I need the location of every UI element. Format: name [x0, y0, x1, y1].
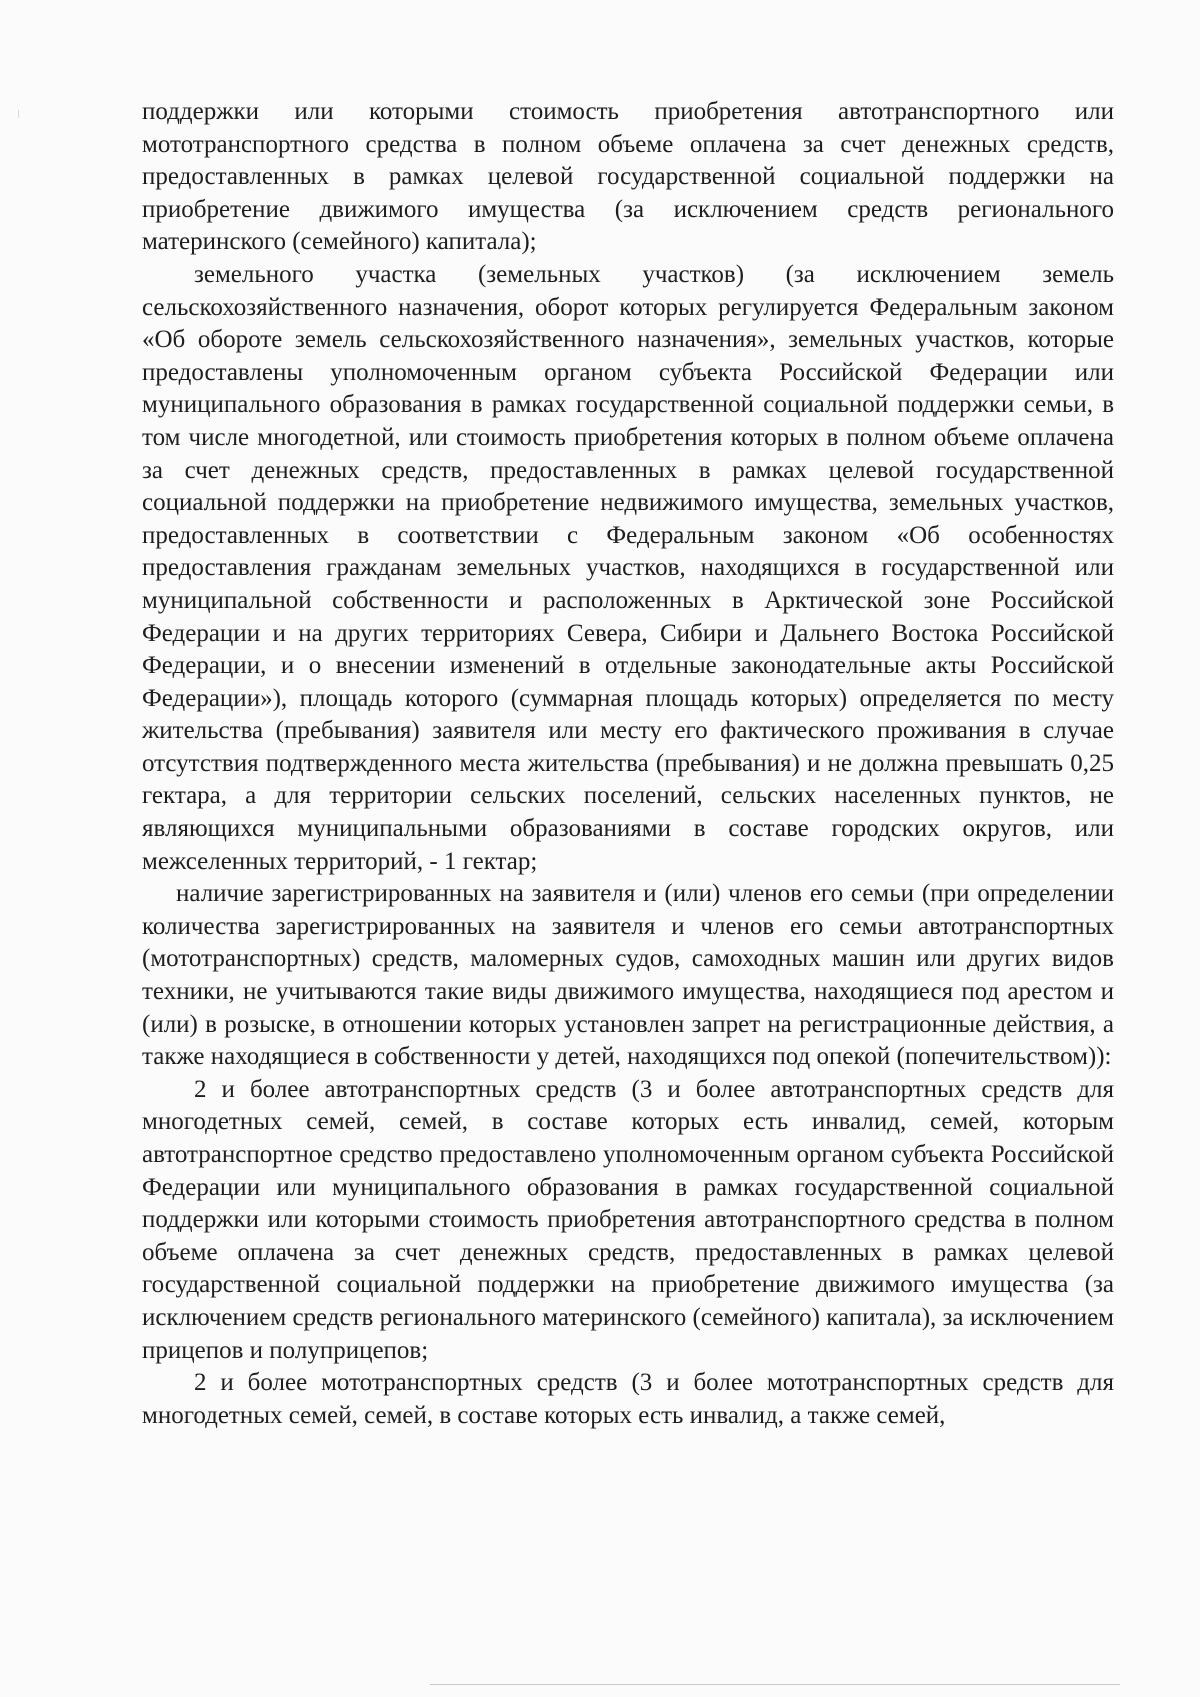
bottom-divider: [430, 1684, 1120, 1685]
paragraph-3: наличие зарегистрированных на заявителя и (или) членов его семьи (при определении количества зарегистрированных на заявителя и членов его семьи автотранспортных (мототранспортных) средств, маломерных судов, самоходных машин или других видов техники, не учитываются такие виды движимого имущества, находящиеся под арестом и (или) в розыске, в отношении которых установлен запрет на регистрационные действия, а также находящиеся в собственности у детей, находящихся под опекой (попечительством)):: [142, 880, 1114, 1071]
paragraph-1: поддержки или которыми стоимость приобретения автотранспортного или мототранспортного средства в полном объеме оплачена за счет денежных средств, предоставленных в рамках целевой государственной социальной поддержки на приобретение движимого имущества (за исключением средств регионального материнского (семейного) капитала);: [142, 98, 1114, 256]
paragraph-5: 2 и более мототранспортных средств (3 и более мототранспортных средств для многодетных семей, семей, в составе которых есть инвалид, а также семей,: [142, 1369, 1114, 1429]
scan-artifact: [18, 110, 19, 118]
paragraph-2: земельного участка (земельных участков) (за исключением земель сельскохозяйственного назначения, оборот которых регулируется Федеральным законом «Об обороте земель сельскохозяйственного назначения», земельных участков, которые предоставлены уполномоченным органом субъекта Российской Федерации или муниципального образования в рамках государственной социальной поддержки семьи, в том числе многодетной, или стоимость приобретения которых в полном объеме оплачена за счет денежных средств, предоставленных в рамках целевой государственной социальной поддержки на приобретение недвижимого имущества, земельных участков, предоставленных в соответствии с Федеральным законом «Об особенностях предоставления гражданам земельных участков, находящихся в государственной или муниципальной собственности и расположенных в Арктической зоне Российской Федерации и на других территориях Севера, Сибири и Дальнего Востока Российской Федерации, и о внесении изменений в отдельные законодательные акты Российской Федерации»), площадь которого (суммарная площадь которых) определяется по месту жительства (пребывания) заявителя или месту его фактического проживания в случае отсутствия подтвержденного места жительства (пребывания) и не должна превышать 0,25 гектара, а для территории сельских поселений, сельских населенных пунктов, не являющихся муниципальными образованиями в составе городских округов, или межселенных территорий, - 1 гектар;: [142, 260, 1114, 875]
paragraph-4: 2 и более автотранспортных средств (3 и более автотранспортных средств для многодетных семей, семей, в составе которых есть инвалид, семей, которым автотранспортное средство предоставлено уполномоченным органом субъекта Российской Федерации или муниципального образования в рамках государственной социальной поддержки или которыми стоимость приобретения автотранспортного средства в полном объеме оплачена за счет денежных средств, предоставленных в рамках целевой государственной социальной поддержки на приобретение движимого имущества (за исключением средств регионального материнского (семейного) капитала), за исключением прицепов и полуприцепов;: [142, 1075, 1114, 1364]
document-body: [142, 96, 1114, 1432]
